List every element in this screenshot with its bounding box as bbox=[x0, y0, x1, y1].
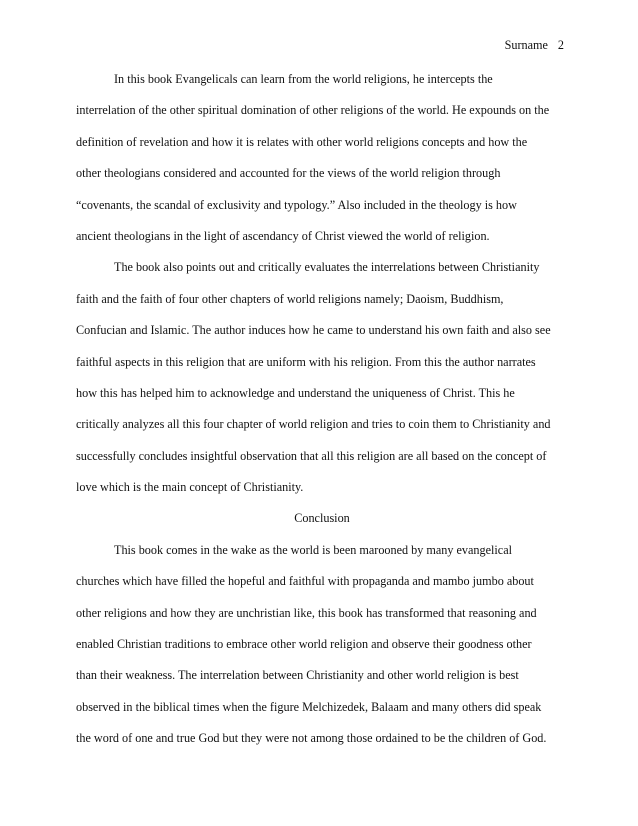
text-line: interrelation of the other spiritual domination of other religions of the world. He expounds on the bbox=[76, 103, 550, 118]
document-body bbox=[76, 64, 568, 755]
text-line: In this book Evangelicals can learn from the world religions, he intercepts the bbox=[114, 72, 493, 86]
text-line: enabled Christian traditions to embrace other world religion and observe their goodness other bbox=[76, 637, 532, 652]
header-surname: Surname bbox=[504, 38, 548, 52]
section-heading-conclusion: Conclusion bbox=[294, 511, 350, 526]
text-line: other theologians considered and accounted for the views of the world religion through bbox=[76, 166, 501, 181]
text-line: The book also points out and critically evaluates the interrelations between Christianity bbox=[114, 260, 540, 275]
text-line: “covenants, the scandal of exclusivity and typology.” Also included in the theology is how bbox=[76, 197, 517, 212]
text-line: how this has helped him to acknowledge and understand the uniqueness of Christ. This he bbox=[76, 385, 515, 400]
text-line: churches which have filled the hopeful and faithful with propaganda and mambo jumbo about bbox=[76, 574, 534, 589]
text-line: faith and the faith of four other chapters of world religions namely; Daoism, Buddhism, bbox=[76, 291, 504, 306]
text-line: Confucian and Islamic. The author induces how he came to understand his own faith and also see bbox=[76, 323, 551, 338]
text-line: than their weakness. The interrelation between Christianity and other world religion is best bbox=[76, 668, 519, 683]
text-line: successfully concludes insightful observation that all this religion are all based on the concept of bbox=[76, 448, 547, 463]
text-line: This book comes in the wake as the world is been marooned by many evangelical bbox=[114, 542, 513, 557]
text-line: ancient theologians in the light of ascendancy of Christ viewed the world of religion. bbox=[76, 228, 490, 243]
text-line: other religions and how they are unchristian like, this book has transformed that reasoning and bbox=[76, 605, 537, 620]
text-line: observed in the biblical times when the figure Melchizedek, Balaam and many others did speak bbox=[76, 699, 542, 714]
text-line: the word of one and true God but they were not among those ordained to be the children of God. bbox=[76, 731, 547, 746]
header-page-number: 2 bbox=[557, 38, 564, 52]
text-line: critically analyzes all this four chapter of world religion and tries to coin them to Christianity and bbox=[76, 417, 551, 432]
running-header bbox=[505, 36, 564, 54]
text-line: definition of revelation and how it is relates with other world religions concepts and how the bbox=[76, 134, 528, 149]
text-line: love which is the main concept of Christianity. bbox=[76, 480, 304, 495]
text-line: faithful aspects in this religion that are uniform with his religion. From this the author narrates bbox=[76, 354, 536, 369]
